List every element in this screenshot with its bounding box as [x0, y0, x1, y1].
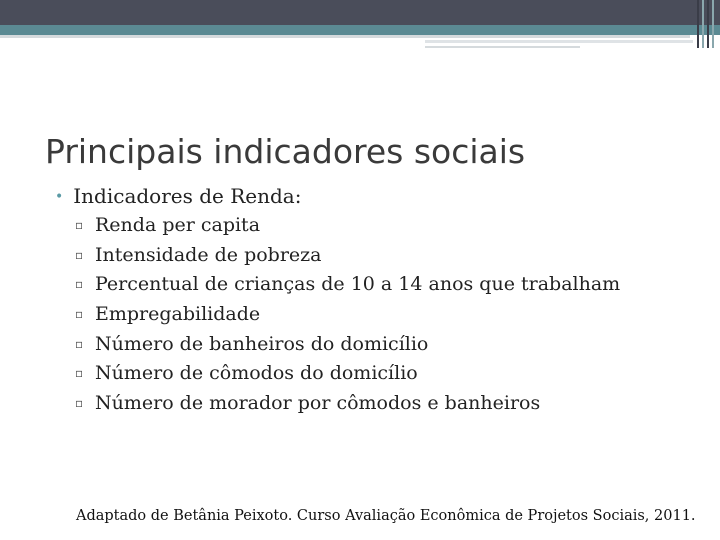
slide-title: Principais indicadores sociais — [45, 132, 526, 172]
main-bullet-text: Indicadores de Renda: — [73, 184, 302, 208]
header-rule-short — [425, 40, 693, 43]
square-bullet-icon: ▫ — [75, 218, 84, 232]
list-item — [75, 273, 620, 303]
sub-bullet-list — [75, 214, 620, 422]
list-item-text: Número de banheiros do domicílio — [95, 332, 429, 355]
list-item-text: Renda per capita — [95, 214, 261, 236]
list-item — [75, 303, 620, 333]
list-item — [75, 392, 620, 422]
list-item-text: Intensidade de pobreza — [95, 243, 322, 266]
list-item-text: Número de morador por cômodos e banheiros — [95, 392, 541, 415]
list-item — [75, 214, 620, 244]
header-rule — [0, 35, 690, 38]
list-item — [75, 244, 620, 274]
list-item-text: Percentual de crianças de 10 a 14 anos que trabalham — [95, 273, 621, 296]
list-item — [75, 362, 620, 392]
source-footnote: Adaptado de Betânia Peixoto. Curso Avaliação Econômica de Projetos Sociais, 2011. — [76, 508, 696, 524]
list-item-text: Empregabilidade — [95, 303, 261, 326]
square-bullet-icon: ▫ — [75, 277, 84, 292]
square-bullet-icon: ▫ — [75, 396, 84, 411]
header-accent — [0, 25, 720, 35]
list-item-text: Número de cômodos do domicílio — [95, 362, 418, 385]
bullet-dot-icon: • — [55, 189, 64, 205]
square-bullet-icon: ▫ — [75, 307, 84, 322]
list-item — [75, 333, 620, 363]
square-bullet-icon: ▫ — [75, 366, 84, 381]
square-bullet-icon: ▫ — [75, 336, 84, 351]
header-rule-shorter — [425, 46, 580, 48]
corner-stripes — [697, 0, 720, 48]
main-bullet — [55, 184, 301, 208]
header-bar — [0, 0, 720, 25]
square-bullet-icon: ▫ — [75, 247, 84, 262]
